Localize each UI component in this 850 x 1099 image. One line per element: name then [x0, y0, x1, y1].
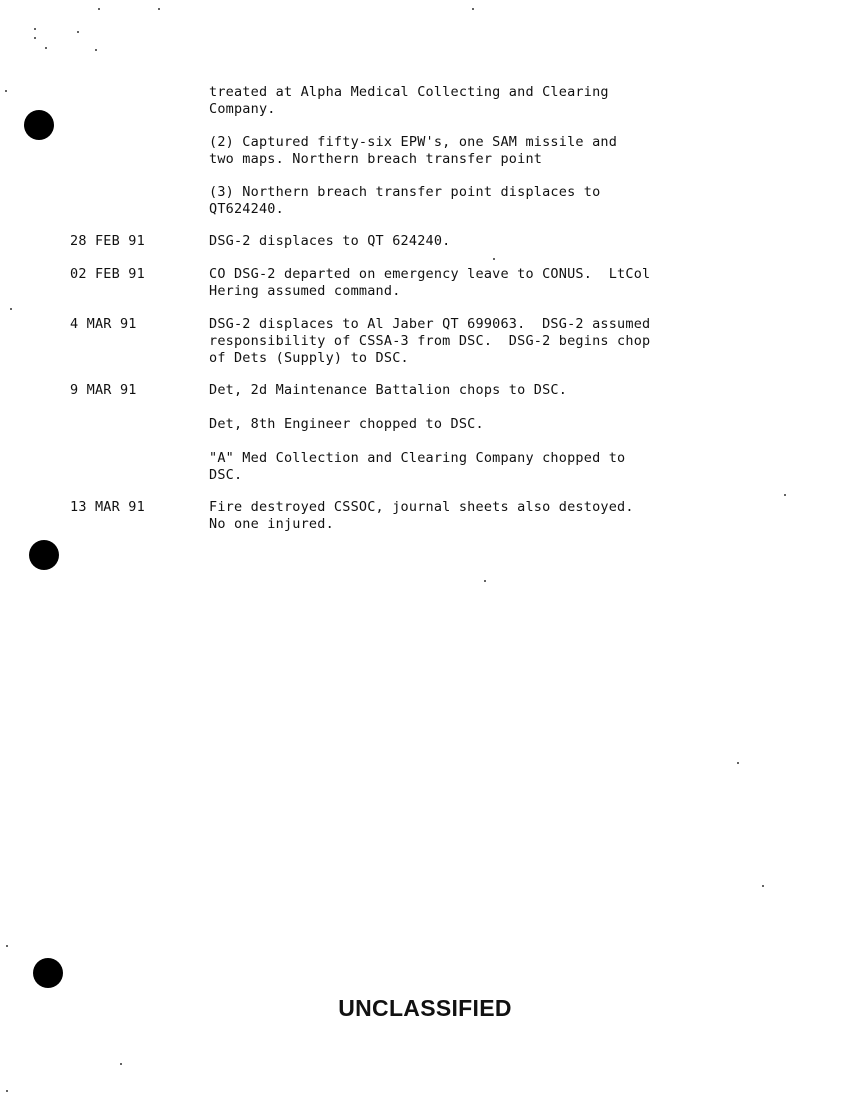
entry-line: Hering assumed command.: [209, 283, 401, 299]
scan-speck: [737, 762, 739, 764]
entry-date: 02 FEB 91: [70, 266, 145, 282]
scan-speck: [5, 90, 7, 92]
entry-text: [209, 316, 769, 367]
entry-text: [209, 266, 769, 300]
entry-line: CO DSG-2 departed on emergency leave to CONUS. LtCol: [209, 266, 651, 282]
entry-date: 9 MAR 91: [70, 382, 137, 398]
punch-hole-middle: [29, 540, 59, 570]
entry-line: Company.: [209, 101, 276, 117]
scan-speck: [77, 31, 79, 33]
scan-speck: [120, 1063, 122, 1065]
entry-text: [209, 450, 769, 484]
entry-line: two maps. Northern breach transfer point: [209, 151, 543, 167]
scan-speck: [45, 47, 47, 49]
scan-speck: [784, 494, 786, 496]
entry-text: [209, 233, 769, 250]
entry-line: Fire destroyed CSSOC, journal sheets also destoyed.: [209, 499, 634, 515]
entry-text: [209, 382, 769, 399]
scan-speck: [493, 258, 495, 260]
entry-line: DSG-2 displaces to Al Jaber QT 699063. DSG-2 assumed: [209, 316, 651, 332]
classification-footer: UNCLASSIFIED: [338, 995, 512, 1021]
entry-text: [209, 416, 769, 433]
scan-speck: [6, 945, 8, 947]
scan-speck: [6, 1090, 8, 1092]
entry-date: 13 MAR 91: [70, 499, 145, 515]
entry-text: [209, 84, 769, 118]
scan-speck: [95, 49, 97, 51]
entry-text: [209, 499, 769, 533]
entry-line: No one injured.: [209, 516, 334, 532]
scan-speck: [98, 8, 100, 10]
scan-speck: [34, 37, 36, 39]
entry-line: of Dets (Supply) to DSC.: [209, 350, 409, 366]
punch-hole-top: [24, 110, 54, 140]
entry-line: (2) Captured fifty-six EPW's, one SAM missile and: [209, 134, 618, 150]
scan-speck: [762, 885, 764, 887]
entry-date: 28 FEB 91: [70, 233, 145, 249]
entry-text: [209, 134, 769, 168]
entry-line: QT624240.: [209, 201, 284, 217]
punch-hole-bottom: [33, 958, 63, 988]
entry-date: 4 MAR 91: [70, 316, 137, 332]
entry-line: Det, 8th Engineer chopped to DSC.: [209, 416, 484, 432]
scan-speck: [472, 8, 474, 10]
scan-speck: [10, 308, 12, 310]
entry-line: responsibility of CSSA-3 from DSC. DSG-2 begins chop: [209, 333, 651, 349]
scan-speck: [34, 28, 36, 30]
scan-speck: [484, 580, 486, 582]
entry-text: [209, 184, 769, 218]
scan-speck: [158, 8, 160, 10]
entry-line: treated at Alpha Medical Collecting and Clearing: [209, 84, 609, 100]
entry-line: Det, 2d Maintenance Battalion chops to DSC.: [209, 382, 568, 398]
entry-line: DSG-2 displaces to QT 624240.: [209, 233, 451, 249]
entry-line: (3) Northern breach transfer point displaces to: [209, 184, 601, 200]
entry-line: DSC.: [209, 467, 243, 483]
entry-line: "A" Med Collection and Clearing Company chopped to: [209, 450, 626, 466]
